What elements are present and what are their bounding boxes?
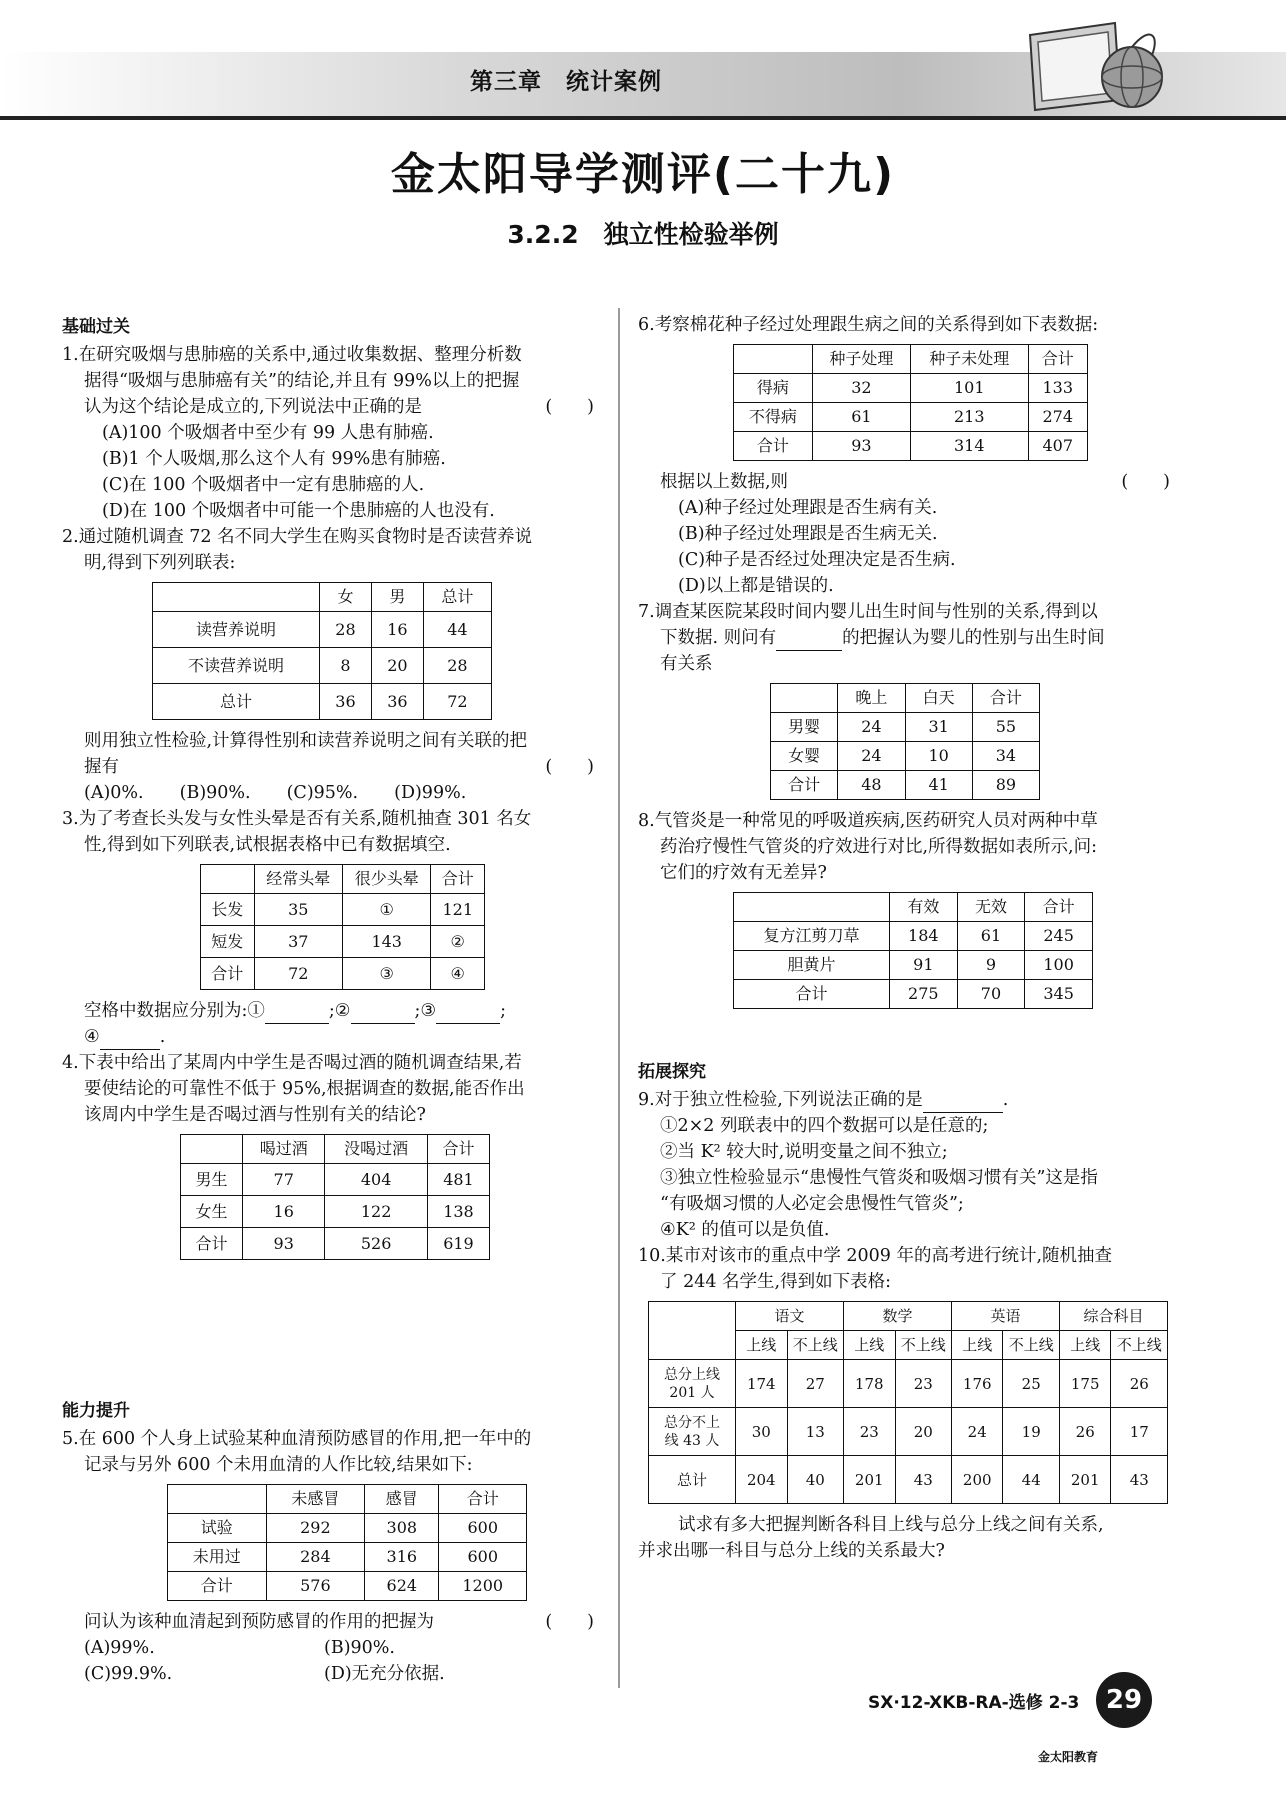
q2-option-c[interactable]: (C)95%.: [286, 783, 359, 803]
q5-r2c2: 624: [365, 1572, 439, 1601]
q1-stem-2: 据得“吸烟与患肺癌有关”的结论,并且有 99%以上的把握: [84, 371, 520, 391]
q2-r1c3: 28: [423, 648, 491, 684]
q2-stem-1: 2.通过随机调查 72 名不同大学生在购买食物时是否读营养说: [62, 527, 533, 547]
q7-blank[interactable]: [776, 632, 842, 651]
q3-blank-2[interactable]: [351, 1005, 415, 1024]
q1-stem-3: [62, 394, 602, 420]
question-3: [62, 806, 602, 1050]
q4-stem-3: 该周内中学生是否喝过酒与性别有关的结论?: [84, 1105, 426, 1125]
q4-h2: 没喝过酒: [325, 1135, 428, 1164]
q8-stem-3: 它们的疗效有无差异?: [660, 863, 827, 883]
q2-r1c0: 不读营养说明: [153, 648, 320, 684]
q7-h2: 白天: [905, 684, 972, 713]
q10-r2c4: 200: [951, 1456, 1003, 1504]
q10-r0c6: 175: [1059, 1360, 1111, 1408]
q3-r2c0: 合计: [201, 958, 255, 990]
q4-h0: [181, 1135, 243, 1164]
q7-r1c0: 女婴: [771, 742, 838, 771]
q5-option-a[interactable]: (A)99%.: [84, 1638, 155, 1658]
q5-r1c0: 未用过: [168, 1543, 267, 1572]
q10-r1c6: 26: [1059, 1408, 1111, 1456]
section-ability: 能力提升: [62, 1401, 130, 1421]
q5-h3: 合计: [439, 1485, 527, 1514]
q3-r2c1: 72: [254, 958, 342, 990]
q4-r0c0: 男生: [181, 1164, 243, 1196]
q4-r2c0: 合计: [181, 1228, 243, 1260]
monitor-globe-icon: [1020, 15, 1170, 125]
q6-after: [638, 469, 1178, 495]
q10-r1c1: 13: [787, 1408, 843, 1456]
q4-table: [180, 1134, 490, 1260]
q1-stem-1: 1.在研究吸烟与患肺癌的关系中,通过收集数据、整理分析数: [62, 345, 522, 365]
q7-r1c2: 10: [905, 742, 972, 771]
q8-r1c2: 9: [957, 951, 1025, 980]
q7-stem-2b: 的把握认为婴儿的性别与出生时间: [842, 628, 1105, 648]
q3-fill-label: 空格中数据应分别为:①: [84, 1001, 265, 1021]
q10-r2c7: 43: [1111, 1456, 1168, 1504]
q10-sub-3-pass: 上线: [1059, 1331, 1111, 1360]
q10-r0c7: 26: [1111, 1360, 1168, 1408]
q6-option-c[interactable]: (C)种子是否经过处理决定是否生病.: [678, 550, 956, 570]
q8-r1c1: 91: [890, 951, 958, 980]
q10-after-2: 并求出哪一科目与总分上线的关系最大?: [638, 1541, 945, 1561]
q3-fill-sep-3: ;③: [414, 1001, 437, 1021]
q6-r0c2: 101: [910, 374, 1028, 403]
q2-r0c3: 44: [423, 612, 491, 648]
q3-r2c3: ④: [431, 958, 485, 990]
q10-r1-label: 总分不上 线 43 人: [649, 1408, 736, 1456]
q10-r1c4: 24: [951, 1408, 1003, 1456]
q7-r0c2: 31: [905, 713, 972, 742]
left-column: [62, 312, 602, 1687]
q6-r0c0: 得病: [734, 374, 813, 403]
q4-h3: 合计: [427, 1135, 489, 1164]
question-10: [638, 1243, 1178, 1564]
footer-code: SX·12-XKB-RA-选修 2-3: [868, 1693, 1080, 1713]
q10-subject-0: 语文: [736, 1302, 844, 1331]
q3-r0c3: 121: [431, 894, 485, 926]
q10-r0c1: 27: [787, 1360, 843, 1408]
q3-h1: 经常头晕: [254, 865, 342, 894]
q10-sub-1-fail: 不上线: [895, 1331, 951, 1360]
q10-sub-2-pass: 上线: [951, 1331, 1003, 1360]
page-subtitle: 3.2.2 独立性检验举例: [507, 220, 779, 249]
q3-blank-3[interactable]: [436, 1005, 500, 1024]
q3-blank-4[interactable]: [100, 1031, 160, 1050]
q7-table: [770, 683, 1040, 800]
q7-r2c3: 89: [972, 771, 1039, 800]
q3-h3: 合计: [431, 865, 485, 894]
q10-r1c7: 17: [1111, 1408, 1168, 1456]
q8-r0c3: 245: [1025, 922, 1093, 951]
q5-r2c0: 合计: [168, 1572, 267, 1601]
q10-r2c2: 201: [843, 1456, 895, 1504]
q2-r0c1: 28: [320, 612, 372, 648]
q10-r0c4: 176: [951, 1360, 1003, 1408]
q6-option-d[interactable]: (D)以上都是错误的.: [678, 576, 834, 596]
question-2: [62, 524, 602, 806]
q6-r2c0: 合计: [734, 432, 813, 461]
q2-table: [152, 582, 492, 720]
q2-answer-paren[interactable]: ( ): [545, 757, 594, 777]
question-4: [62, 1050, 602, 1396]
q8-stem-1: 8.气管炎是一种常见的呼吸道疾病,医药研究人员对两种中草: [638, 811, 1098, 831]
q7-r0c1: 24: [838, 713, 905, 742]
q8-r1c0: 胆黄片: [734, 951, 890, 980]
q2-r1c2: 20: [371, 648, 423, 684]
q10-r2-label: 总计: [649, 1456, 736, 1504]
q8-h2: 无效: [957, 893, 1025, 922]
q2-h0: [153, 583, 320, 612]
q2-r0c2: 16: [371, 612, 423, 648]
q8-stem-2: 药治疗慢性气管炎的疗效进行对比,所得数据如表所示,问:: [660, 837, 1098, 857]
q5-after: [62, 1609, 602, 1635]
question-6: [638, 312, 1178, 599]
q8-r1c3: 100: [1025, 951, 1093, 980]
question-7: [638, 599, 1178, 800]
q3-r1c3: ②: [431, 926, 485, 958]
q5-option-c[interactable]: (C)99.9%.: [84, 1664, 173, 1684]
q3-fill-end: .: [159, 1027, 166, 1047]
question-8: [638, 808, 1178, 1057]
q1-answer-paren[interactable]: ( ): [545, 397, 594, 417]
q8-table: [733, 892, 1093, 1009]
q3-table: [200, 864, 485, 990]
q8-r2c1: 275: [890, 980, 958, 1009]
q10-r0c5: 25: [1003, 1360, 1059, 1408]
section-extend: 拓展探究: [638, 1062, 706, 1082]
q10-r0c2: 178: [843, 1360, 895, 1408]
q2-option-b[interactable]: (B)90%.: [179, 783, 251, 803]
q7-stem-3: 有关系: [660, 654, 713, 674]
q7-r2c0: 合计: [771, 771, 838, 800]
q8-r2c3: 345: [1025, 980, 1093, 1009]
q5-h0: [168, 1485, 267, 1514]
q10-table: [648, 1301, 1168, 1504]
q10-r0-label: 总分上线 201 人: [649, 1360, 736, 1408]
q5-h2: 感冒: [365, 1485, 439, 1514]
q7-stem-1: 7.调查某医院某段时间内婴儿出生时间与性别的关系,得到以: [638, 602, 1098, 622]
chapter-heading: 第三章 统计案例: [470, 69, 662, 95]
q10-sub-0-fail: 不上线: [787, 1331, 843, 1360]
q5-stem-1: 5.在 600 个人身上试验某种血清预防感冒的作用,把一年中的: [62, 1429, 532, 1449]
q5-options-row-1: [62, 1635, 602, 1661]
q2-after-2: [62, 754, 602, 780]
q6-h0: [734, 345, 813, 374]
publisher-logo: 金太阳教育: [1038, 1750, 1099, 1764]
q4-r2c2: 526: [325, 1228, 428, 1260]
q3-stem-2: 性,得到如下列联表,试根据表格中已有数据填空.: [84, 835, 451, 855]
q3-stem-1: 3.为了考查长头发与女性头晕是否有关系,随机抽查 301 名女: [62, 809, 532, 829]
q8-r0c1: 184: [890, 922, 958, 951]
q3-r1c1: 37: [254, 926, 342, 958]
q3-r0c0: 长发: [201, 894, 255, 926]
q6-h1: 种子处理: [812, 345, 910, 374]
q3-fill-line-2: [62, 1024, 602, 1050]
q6-h2: 种子未处理: [910, 345, 1028, 374]
q7-r2c2: 41: [905, 771, 972, 800]
q7-r0c3: 55: [972, 713, 1039, 742]
q3-h2: 很少头晕: [342, 865, 430, 894]
q6-table: [733, 344, 1088, 461]
q7-h0: [771, 684, 838, 713]
q1-option-b[interactable]: (B)1 个人吸烟,那么这个人有 99%患有肺癌.: [102, 449, 446, 469]
q2-after-1: 则用独立性检验,计算得性别和读营养说明之间有关联的把: [84, 731, 528, 751]
q10-r0c0: 174: [736, 1360, 788, 1408]
q5-options-row-2: [62, 1661, 602, 1687]
q5-option-d[interactable]: (D)无充分依据.: [324, 1664, 445, 1684]
q7-h3: 合计: [972, 684, 1039, 713]
q10-stem-2: 了 244 名学生,得到如下表格:: [660, 1272, 891, 1292]
q10-sub-3-fail: 不上线: [1111, 1331, 1168, 1360]
q2-r1c1: 8: [320, 648, 372, 684]
q7-r2c1: 48: [838, 771, 905, 800]
q6-r1c1: 61: [812, 403, 910, 432]
q2-h2: 男: [371, 583, 423, 612]
q9-stem-end: .: [1002, 1090, 1009, 1110]
q10-sub-1-pass: 上线: [843, 1331, 895, 1360]
column-divider: [618, 308, 620, 1688]
q10-r1c2: 23: [843, 1408, 895, 1456]
q8-h0: [734, 893, 890, 922]
q6-r1c2: 213: [910, 403, 1028, 432]
q6-r2c1: 93: [812, 432, 910, 461]
page-number: 29: [1096, 1672, 1152, 1728]
q8-r0c2: 61: [957, 922, 1025, 951]
q9-item-4: ④K² 的值可以是负值.: [660, 1220, 830, 1240]
q2-option-a[interactable]: (A)0%.: [84, 783, 144, 803]
q10-r2c0: 204: [736, 1456, 788, 1504]
q10-r1c3: 20: [895, 1408, 951, 1456]
q2-r0c0: 读营养说明: [153, 612, 320, 648]
q2-h1: 女: [320, 583, 372, 612]
q6-r2c2: 314: [910, 432, 1028, 461]
q6-r0c3: 133: [1028, 374, 1087, 403]
q10-stem-1: 10.某市对该市的重点中学 2009 年的高考进行统计,随机抽查: [638, 1246, 1113, 1266]
q7-r1c3: 34: [972, 742, 1039, 771]
q5-r0c2: 308: [365, 1514, 439, 1543]
q6-r1c3: 274: [1028, 403, 1087, 432]
q10-sub-2-fail: 不上线: [1003, 1331, 1059, 1360]
q3-r1c2: 143: [342, 926, 430, 958]
q2-options: [62, 780, 602, 806]
q10-subject-2: 英语: [951, 1302, 1059, 1331]
q10-subject-1: 数学: [843, 1302, 951, 1331]
q5-r2c3: 1200: [439, 1572, 527, 1601]
q7-r1c1: 24: [838, 742, 905, 771]
q3-blank-1[interactable]: [265, 1005, 329, 1024]
q5-r0c0: 试验: [168, 1514, 267, 1543]
q10-r1c5: 19: [1003, 1408, 1059, 1456]
q2-h3: 总计: [423, 583, 491, 612]
q2-r2c3: 72: [423, 684, 491, 720]
q5-r1c1: 284: [266, 1543, 365, 1572]
q4-r1c1: 16: [243, 1196, 325, 1228]
q10-r2c5: 44: [1003, 1456, 1059, 1504]
q9-stem: [638, 1087, 1178, 1113]
q2-option-d[interactable]: (D)99%.: [394, 783, 467, 803]
q5-r0c3: 600: [439, 1514, 527, 1543]
q6-stem-1: 6.考察棉花种子经过处理跟生病之间的关系得到如下表数据:: [638, 315, 1099, 335]
q8-r2c0: 合计: [734, 980, 890, 1009]
q10-r0c3: 23: [895, 1360, 951, 1408]
q2-r2c0: 总计: [153, 684, 320, 720]
q4-r2c1: 93: [243, 1228, 325, 1260]
q5-h1: 未感冒: [266, 1485, 365, 1514]
q7-h1: 晚上: [838, 684, 905, 713]
page-title: 金太阳导学测评(二十九): [390, 149, 896, 200]
q6-h3: 合计: [1028, 345, 1087, 374]
q2-r2c1: 36: [320, 684, 372, 720]
q4-r1c2: 122: [325, 1196, 428, 1228]
q5-r0c1: 292: [266, 1514, 365, 1543]
q6-r1c0: 不得病: [734, 403, 813, 432]
q6-after-text: 根据以上数据,则: [660, 472, 789, 492]
q9-item-3b: “有吸烟习惯的人必定会患慢性气管炎”;: [660, 1194, 964, 1214]
q10-r2c3: 43: [895, 1456, 951, 1504]
q4-r0c1: 77: [243, 1164, 325, 1196]
q3-fill-label-4: ④: [84, 1027, 100, 1047]
q4-r0c3: 481: [427, 1164, 489, 1196]
q10-r2c6: 201: [1059, 1456, 1111, 1504]
q6-answer-paren[interactable]: ( ): [1121, 472, 1170, 492]
q3-r2c2: ③: [342, 958, 430, 990]
question-1: [62, 342, 602, 524]
q8-h1: 有效: [890, 893, 958, 922]
right-column: [638, 312, 1178, 1564]
q2-stem-2: 明,得到下列列联表:: [84, 553, 236, 573]
q4-r1c3: 138: [427, 1196, 489, 1228]
q5-table: [167, 1484, 527, 1601]
q3-fill-sep-2: ;②: [328, 1001, 351, 1021]
q8-h3: 合计: [1025, 893, 1093, 922]
q3-r1c0: 短发: [201, 926, 255, 958]
q7-stem-2: [638, 625, 1178, 651]
q4-r0c2: 404: [325, 1164, 428, 1196]
question-9: [638, 1087, 1178, 1243]
q2-r2c2: 36: [371, 684, 423, 720]
q7-r0c0: 男婴: [771, 713, 838, 742]
q4-stem-1: 4.下表中给出了某周内中学生是否喝过酒的随机调查结果,若: [62, 1053, 522, 1073]
q3-fill-sep-4: ;: [500, 1001, 506, 1021]
q10-r1c0: 30: [736, 1408, 788, 1456]
q4-answer-space[interactable]: [62, 1268, 602, 1396]
q5-stem-2: 记录与另外 600 个未用血清的人作比较,结果如下:: [84, 1455, 473, 1475]
q6-option-b[interactable]: (B)种子经过处理跟是否生病无关.: [678, 524, 938, 544]
q5-option-b[interactable]: (B)90%.: [324, 1638, 395, 1658]
q7-stem-2a: 下数据. 则问有: [660, 628, 777, 648]
q9-item-3a: ③独立性检验显示“患慢性气管炎和吸烟习惯有关”这是指: [660, 1168, 1098, 1188]
q10-after-1: 试求有多大把握判断各科目上线与总分上线之间有关系,: [678, 1515, 1104, 1535]
q10-r2c1: 40: [787, 1456, 843, 1504]
q8-r2c2: 70: [957, 980, 1025, 1009]
q3-r0c1: 35: [254, 894, 342, 926]
q1-option-c[interactable]: (C)在 100 个吸烟者中一定有患肺癌的人.: [102, 475, 425, 495]
q3-r0c2: ①: [342, 894, 430, 926]
q2-after-2-text: 握有: [84, 757, 119, 777]
q10-sub-0-pass: 上线: [736, 1331, 788, 1360]
q9-blank[interactable]: [923, 1094, 1003, 1113]
q8-answer-space[interactable]: [638, 1017, 1178, 1057]
q4-stem-2: 要使结论的可靠性不低于 95%,根据调查的数据,能否作出: [84, 1079, 525, 1099]
q1-option-d[interactable]: (D)在 100 个吸烟者中可能一个患肺癌的人也没有.: [102, 501, 495, 521]
q10-subject-3: 综合科目: [1059, 1302, 1167, 1331]
q4-r1c0: 女生: [181, 1196, 243, 1228]
q9-stem-text: 9.对于独立性检验,下列说法正确的是: [638, 1090, 923, 1110]
q1-stem-3-text: 认为这个结论是成立的,下列说法中正确的是: [84, 397, 423, 417]
question-5: [62, 1426, 602, 1687]
q3-h0: [201, 865, 255, 894]
q4-h1: 喝过酒: [243, 1135, 325, 1164]
q8-r0c0: 复方江剪刀草: [734, 922, 890, 951]
q10-corner: [649, 1302, 736, 1360]
q5-r1c3: 600: [439, 1543, 527, 1572]
q9-item-1: ①2×2 列联表中的四个数据可以是任意的;: [660, 1116, 989, 1136]
q5-r1c2: 316: [365, 1543, 439, 1572]
section-basic: 基础过关: [62, 317, 130, 337]
q3-fill-line: [62, 998, 602, 1024]
q6-r2c3: 407: [1028, 432, 1087, 461]
q1-option-a[interactable]: (A)100 个吸烟者中至少有 99 人患有肺癌.: [102, 423, 434, 443]
q6-r0c1: 32: [812, 374, 910, 403]
q4-r2c3: 619: [427, 1228, 489, 1260]
q5-r2c1: 576: [266, 1572, 365, 1601]
q9-item-2: ②当 K² 较大时,说明变量之间不独立;: [660, 1142, 948, 1162]
q6-option-a[interactable]: (A)种子经过处理跟是否生病有关.: [678, 498, 938, 518]
q5-after-text: 问认为该种血清起到预防感冒的作用的把握为: [84, 1612, 434, 1632]
q5-answer-paren[interactable]: ( ): [545, 1612, 594, 1632]
